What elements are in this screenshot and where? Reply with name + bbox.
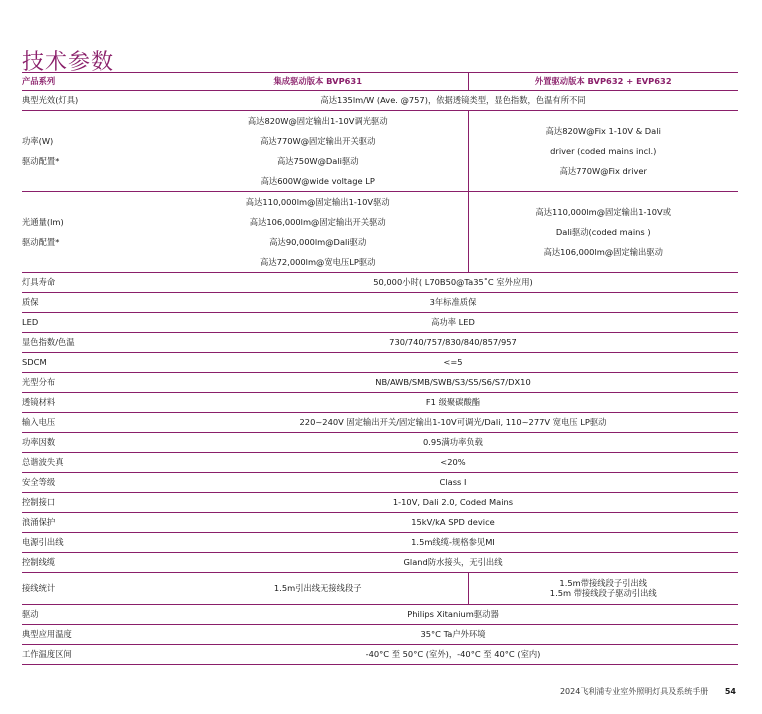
table-header-row: [22, 73, 738, 91]
value-line: driver (coded mains incl.): [550, 146, 657, 156]
table-row: [22, 353, 738, 373]
table-row: [22, 313, 738, 333]
row-label-line: 驱动配置*: [22, 156, 60, 166]
table-row: [22, 373, 738, 393]
row-label: 灯具寿命: [22, 276, 56, 287]
row-label-line: 光通量(lm): [22, 217, 64, 227]
row-value: F1 级聚碳酸酯: [425, 396, 481, 407]
page-footer: [560, 686, 736, 697]
row-label: 显色指数/色温: [22, 336, 75, 347]
page-number: 54: [724, 687, 736, 696]
value-line: 高达110,000lm@固定输出1-10V或: [535, 207, 672, 217]
value-line: 高达106,000lm@固定输出驱动: [543, 247, 663, 257]
row-label: 典型光效(灯具): [22, 94, 79, 105]
table-row: [22, 333, 738, 353]
value-line: 高达820W@Fix 1-10V & Dali: [545, 126, 661, 136]
value-line: 高达72,000lm@宽电压LP驱动: [260, 257, 376, 267]
table-row: [22, 493, 738, 513]
row-value: 15kV/kA SPD device: [411, 516, 495, 527]
row-label-line: 驱动配置*: [22, 237, 60, 247]
row-value: 高功率 LED: [431, 316, 475, 327]
table-row: [22, 293, 738, 313]
value-line: 高达600W@wide voltage LP: [260, 176, 375, 186]
value-line: 高达770W@固定输出开关驱动: [260, 136, 376, 146]
row-label: [22, 192, 168, 273]
table-row: [22, 433, 738, 453]
table-row: [22, 645, 738, 665]
row-value-external: [468, 192, 738, 273]
header-external: 外置驱动版本 BVP632 + EVP632: [468, 73, 738, 91]
header-integrated: 集成驱动版本 BVP631: [168, 73, 468, 91]
table-row: [22, 453, 738, 473]
footer-text: 2024飞利浦专业室外照明灯具及系统手册: [559, 687, 709, 696]
table-row: [22, 91, 738, 111]
table-row: [22, 625, 738, 645]
value-line: 高达110,000lm@固定输出1-10V驱动: [245, 197, 390, 207]
value-line: 1.5m引出线无接线段子: [273, 582, 362, 593]
spec-table: [22, 72, 738, 665]
table-row: [22, 573, 738, 605]
row-label: 输入电压: [22, 416, 56, 427]
row-label: 浪涌保护: [22, 516, 56, 527]
table-row: [22, 273, 738, 293]
row-label: 总谐波失真: [22, 456, 64, 467]
table-row: [22, 473, 738, 493]
table-row: [22, 605, 738, 625]
value-line: 高达90,000lm@Dali驱动: [269, 237, 367, 247]
row-value-external: [468, 111, 738, 192]
row-label: 功率因数: [22, 436, 56, 447]
row-value: 3年标准质保: [429, 296, 477, 307]
table-row: [22, 533, 738, 553]
row-value-integrated: [168, 192, 468, 273]
table-row: [22, 513, 738, 533]
row-label: 质保: [22, 296, 39, 307]
row-value: 0.95满功率负载: [423, 436, 483, 447]
row-value: 35°C Ta户外环境: [420, 628, 486, 639]
row-label: 驱动: [22, 608, 39, 619]
row-label: [22, 111, 168, 192]
table-row: [22, 393, 738, 413]
row-label: 透镜材料: [22, 396, 56, 407]
row-value: 730/740/757/830/840/857/957: [389, 336, 517, 347]
row-label: 光型分布: [22, 376, 56, 387]
row-label: 控制线缆: [22, 556, 56, 567]
row-value: 1-10V, Dali 2.0, Coded Mains: [392, 496, 514, 507]
value-line: 高达750W@Dali驱动: [276, 156, 359, 166]
row-label: LED: [22, 316, 39, 327]
row-value: Gland防水接头，无引出线: [403, 556, 503, 567]
header-series: 产品系列: [22, 73, 168, 91]
row-value: Philips Xitanium驱动器: [407, 608, 499, 619]
table-row: [22, 413, 738, 433]
value-line: 1.5m带接线段子引出线: [559, 577, 648, 588]
row-value-integrated: [168, 573, 468, 605]
row-label: 典型应用温度: [22, 628, 72, 639]
row-value: Class I: [439, 476, 467, 487]
value-line: 高达770W@Fix driver: [559, 166, 647, 176]
row-label: 控制接口: [22, 496, 56, 507]
table-row: [22, 111, 738, 192]
table-row: [22, 553, 738, 573]
row-value: <20%: [440, 456, 466, 467]
row-label: 电源引出线: [22, 536, 64, 547]
row-value: 220~240V 固定输出开关/固定输出1-10V可调光/Dali, 110~277V 宽电压 LP驱动: [299, 416, 607, 427]
value-line: Dali驱动(coded mains ): [555, 227, 651, 237]
value-line: 高达106,000lm@固定输出开关驱动: [249, 217, 386, 227]
row-label: 接线统计: [22, 582, 56, 593]
value-line: 1.5m 带接线段子驱动引出线: [549, 587, 657, 598]
row-value: 1.5m线缆-规格参见MI: [411, 536, 495, 547]
row-value: NB/AWB/SMB/SWB/S3/S5/S6/S7/DX10: [375, 376, 531, 387]
row-label: SDCM: [22, 356, 47, 367]
row-value-integrated: [168, 111, 468, 192]
row-value-external: [468, 573, 738, 605]
row-label-line: 功率(W): [22, 136, 54, 146]
row-label: 工作温度区间: [22, 648, 72, 659]
row-label: 安全等级: [22, 476, 56, 487]
row-value: <=5: [443, 356, 463, 367]
row-value: 高达135lm/W (Ave. @757)，依据透镜类型，显色指数，色温有所不同: [320, 94, 586, 105]
row-value: -40°C 至 50°C (室外)，-40°C 至 40°C (室内): [365, 648, 541, 659]
table-row: [22, 192, 738, 273]
row-value: 50,000小时( L70B50@Ta35˚C 室外应用): [373, 276, 533, 287]
page-title: 技术参数: [22, 49, 115, 75]
value-line: 高达820W@固定输出1-10V调光驱动: [247, 116, 388, 126]
